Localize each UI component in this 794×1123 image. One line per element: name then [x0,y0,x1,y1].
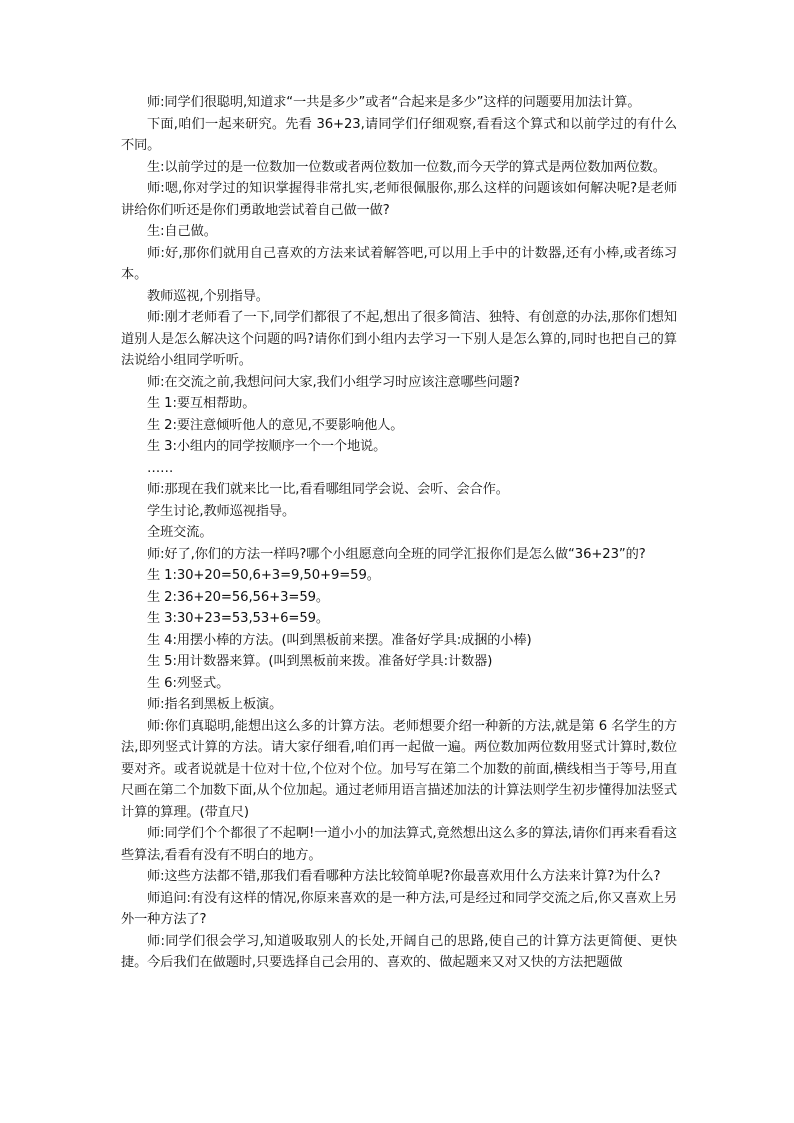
paragraph: 生:以前学过的是一位数加一位数或者两位数加一位数,而今天学的算式是两位数加两位数。 [147,159,666,175]
paragraph: 师:同学们很会学习,知道吸取别人的长处,开阔自己的思路,使自己的计算方法更简便、更快捷。今后我们在做题时,只要选择自己会用的、喜欢的、做起题来又对又快的方法把题做 [121,933,677,970]
paragraph: 师:在交流之前,我想问问大家,我们小组学习时应该注意哪些问题? [147,374,520,390]
paragraph: 生 1:30+20=50,6+3=9,50+9=59。 [147,568,380,583]
paragraph: 生 2:36+20=56,56+3=59。 [147,589,329,605]
paragraph: 师:你们真聪明,能想出这么多的计算方法。老师想要介绍一种新的方法,就是第 6 名学生的方法,即列竖式计算的方法。请大家仔细看,咱们再一起做一遍。两位数加两位数用竖式计算时,数位要对齐。或者说就是十位对十位,个位对个位。加号写在第二个加数的前面,横线相当于等号,用直尺画在第二个加数下面,从个位加起。通过老师用语言描述加法的计算法则学生初步懂得加法竖式计算的算理。(带直尺) [121,718,677,820]
paragraph: 师:好,那你们就用自己喜欢的方法来试着解答吧,可以用上手中的计数器,还有小棒,或者练习本。 [121,245,677,282]
paragraph: 生 5:用计数器来算。(叫到黑板前来拨。准备好学具:计数器) [147,654,493,669]
paragraph: 下面,咱们一起来研究。先看 36+23,请同学们仔细观察,看看这个算式和以前学过的有什么不同。 [121,116,677,153]
paragraph: 教师巡视,个别指导。 [147,288,269,304]
paragraph: 师:这些方法都不错,那我们看看哪种方法比较简单呢?你最喜欢用什么方法来计算?为什么? [147,869,661,884]
paragraph: …… [147,460,174,476]
paragraph: 师:那现在我们就来比一比,看看哪组同学会说、会听、会合作。 [147,482,509,497]
paragraph: 师:指名到黑板上板演。 [147,697,283,712]
paragraph: 生 3:小组内的同学按顺序一个一个地说。 [147,439,387,454]
paragraph: 师追问:有没有这样的情况,你原来喜欢的是一种方法,可是经过和同学交流之后,你又喜欢上另外一种方法了? [121,890,677,927]
paragraph: 生 3:30+23=53,53+6=59。 [147,611,329,626]
paragraph: 全班交流。 [147,525,213,540]
paragraph: 生 2:要注意倾听他人的意见,不要影响他人。 [147,417,404,433]
paragraph: 师:嗯,你对学过的知识掌握得非常扎实,老师很佩服你,那么这样的问题该如何解决呢?是老师讲给你们听还是你们勇敢地尝试着自己做一做? [121,181,677,218]
document-body [121,92,677,974]
paragraph: 师:同学们很聪明,知道求“一共是多少”或者“合起来是多少”这样的问题要用加法计算。 [147,95,641,110]
paragraph: 生 1:要互相帮助。 [147,396,256,411]
paragraph: 学生讨论,教师巡视指导。 [147,503,296,519]
paragraph: 生:自己做。 [147,224,217,239]
paragraph: 师:好了,你们的方法一样吗?哪个小组愿意向全班的同学汇报你们是怎么做“36+23”的? [147,546,646,562]
paragraph: 师:同学们个个都很了不起啊!一道小小的加法算式,竟然想出这么多的算法,请你们再来看看这些算法,看看有没有不明白的地方。 [121,826,677,863]
paragraph: 生 4:用摆小棒的方法。(叫到黑板前来摆。准备好学具:成捆的小棒) [147,632,532,648]
paragraph: 生 6:列竖式。 [147,675,230,691]
paragraph: 师:刚才老师看了一下,同学们都很了不起,想出了很多简洁、独特、有创意的办法,那你们想知道别人是怎么解决这个问题的吗?请你们到小组内去学习一下别人是怎么算的,同时也把自己的算法说给小组同学听听。 [121,310,677,368]
